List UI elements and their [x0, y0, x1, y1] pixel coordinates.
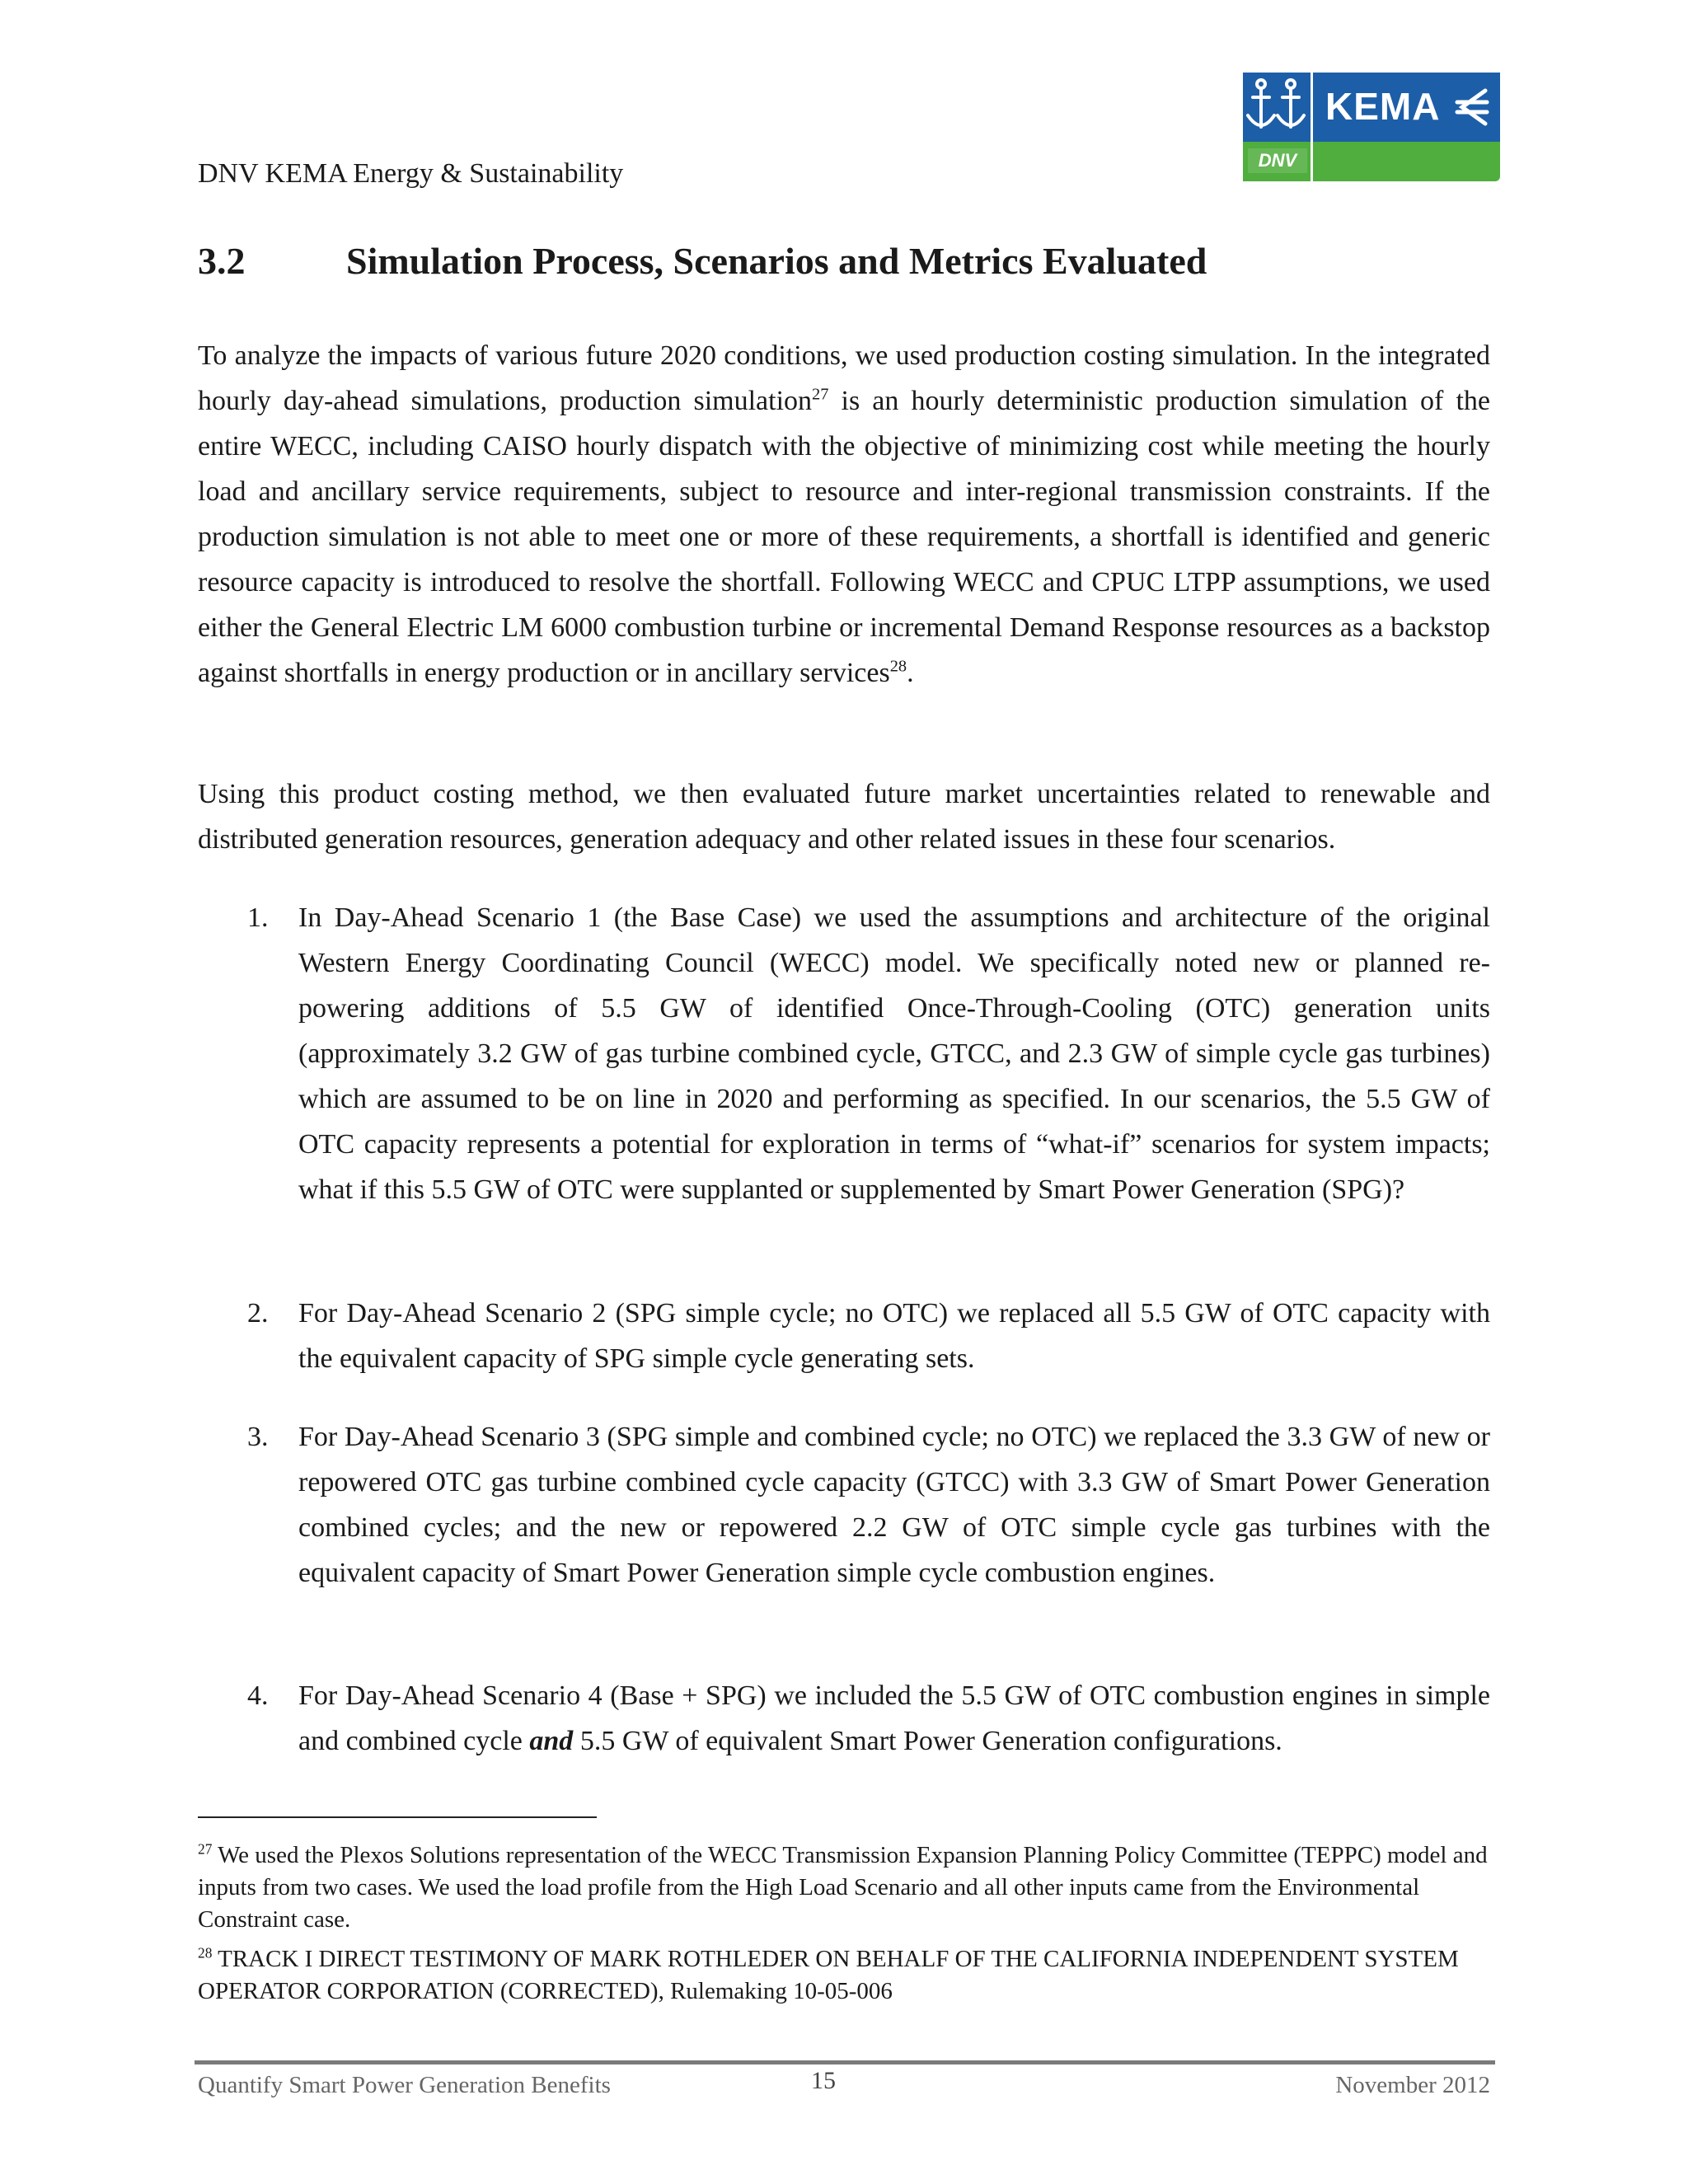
list-item-text: In Day-Ahead Scenario 1 (the Base Case) we used the assumptions and architecture of the original Western Energy Coordinating Council (WECC) model. We specifically noted new or planned re-powering additions of 5.5 GW of identified Once-Through-Cooling (OTC) generation units (approximately 3.2 GW of gas turbine combined cycle, GTCC, and 2.3 GW of simple cycle gas turbines) which are assumed to be on line in 2020 and performing as specified. In our scenarios, the 5.5 GW of OTC capacity represents a potential for exploration in terms of “what-if” scenarios for system impacts; what if this 5.5 GW of OTC were supplanted or supplemented by Smart Power Generation (SPG)?: [298, 902, 1490, 1205]
footnote-28: [198, 1943, 1490, 2008]
anchor-icon: [1243, 73, 1311, 142]
kema-dnv-logo: [1243, 73, 1500, 181]
list-item-text: For Day-Ahead Scenario 4 (Base + SPG) we included the 5.5 GW of OTC combustion engines in simple and combined cycle: [298, 1680, 1490, 1756]
footnote-27: [198, 1840, 1490, 1936]
footer-rule: [195, 2060, 1495, 2064]
list-item: [198, 1414, 1490, 1596]
logo-divider: [1311, 73, 1313, 181]
scenarios-intro-paragraph: Using this product costing method, we then evaluated future market uncertainties related to renewable and distributed generation resources, generation adequacy and other related issues in these four scenarios.: [198, 779, 1490, 855]
list-item-text-end: 5.5 GW of equivalent Smart Power Generation configurations.: [573, 1726, 1282, 1756]
list-number: 2.: [247, 1298, 269, 1329]
list-number: 1.: [247, 902, 269, 933]
footnote-number: 28: [198, 1944, 213, 1961]
footnote-number: 27: [198, 1840, 213, 1858]
list-item-text: For Day-Ahead Scenario 3 (SPG simple and combined cycle; no OTC) we replaced the 3.3 GW of new or repowered OTC gas turbine combined cycle capacity (GTCC) with 3.3 GW of Smart Power Generation combined cycles; and the new or repowered 2.2 GW of OTC simple cycle gas turbines with the equivalent capacity of Smart Power Generation simple cycle combustion engines.: [298, 1422, 1490, 1588]
list-item-emphasis: and: [529, 1726, 574, 1756]
list-item: [198, 1673, 1490, 1764]
logo-dnv-label: DNV: [1248, 148, 1307, 173]
footnote-ref-28[interactable]: 28: [889, 657, 907, 676]
section-number: 3.2: [198, 240, 246, 282]
logo-wordmark: KEMA: [1325, 85, 1441, 128]
intro-paragraph: [198, 333, 1490, 696]
footnote-separator: [198, 1816, 597, 1818]
footnote-text: TRACK I DIRECT TESTIMONY OF MARK ROTHLEDER ON BEHALF OF THE CALIFORNIA INDEPENDENT SYSTEM OPERATOR CORPORATION (CORRECTED), Rulemaking 10-05-006: [198, 1946, 1459, 2004]
list-item: [198, 1291, 1490, 1381]
page-number: 15: [811, 2067, 836, 2094]
footnote-text: We used the Plexos Solutions representation of the WECC Transmission Expansion Planning Policy Committee (TEPPC) model and inputs from two cases. We used the load profile from the High Load Scenario and all other inputs came from the Environmental Constraint case.: [198, 1842, 1488, 1933]
header-organization: DNV KEMA Energy & Sustainability: [198, 158, 624, 189]
list-number: 3.: [247, 1422, 269, 1452]
section-title: Simulation Process, Scenarios and Metrics Evaluated: [346, 240, 1207, 282]
list-item-text: For Day-Ahead Scenario 2 (SPG simple cycle; no OTC) we replaced all 5.5 GW of OTC capacity with the equivalent capacity of SPG simple cycle generating sets.: [298, 1298, 1490, 1374]
intro-text-3: .: [907, 658, 914, 688]
section-heading: [198, 239, 1207, 283]
list-number: 4.: [247, 1680, 269, 1711]
footer-date: November 2012: [1335, 2072, 1490, 2098]
intro-text-1: To analyze the impacts of various future 2020 conditions, we used production costing simulation. In the integrated hourly day-ahead simulations, production simulation: [198, 340, 1490, 416]
list-item: [198, 895, 1490, 1212]
footer-document-title: Quantify Smart Power Generation Benefits: [198, 2072, 611, 2098]
intro-text-2: is an hourly deterministic production simulation of the entire WECC, including CAISO hourly dispatch with the objective of minimizing cost while meeting the hourly load and ancillary service requirements, subject to resource and inter-regional transmission constraints. If the production simulation is not able to meet one or more of these requirements, a shortfall is identified and generic resource capacity is introduced to resolve the shortfall. Following WECC and CPUC LTPP assumptions, we used either the General Electric LM 6000 combustion turbine or incremental Demand Response resources as a backstop against shortfalls in energy production or in ancillary services: [198, 386, 1490, 688]
kema-arrow-icon: [1449, 86, 1492, 129]
footnote-ref-27[interactable]: 27: [812, 385, 829, 404]
